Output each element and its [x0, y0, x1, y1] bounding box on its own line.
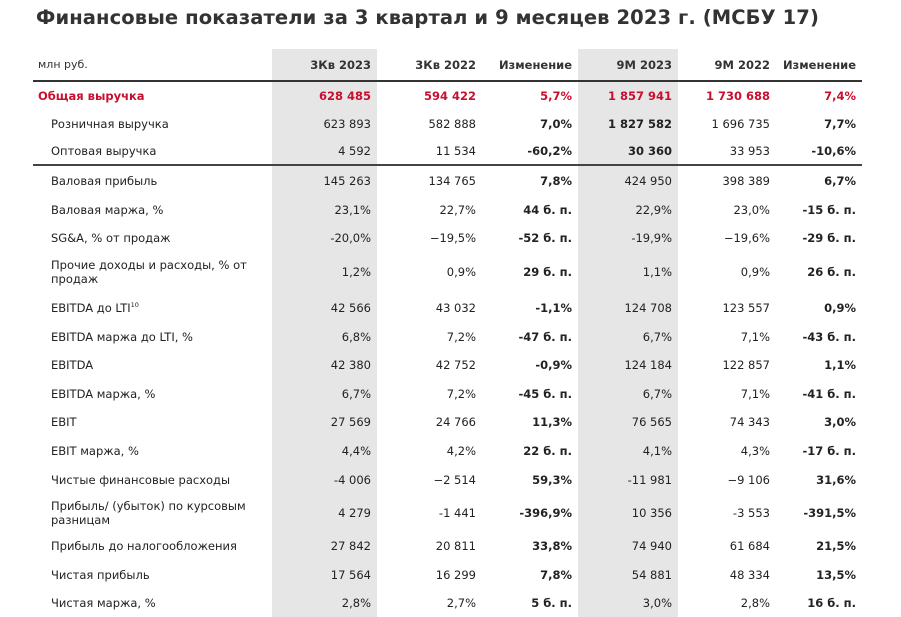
- change-m-cell: -43 б. п.: [802, 330, 856, 344]
- 9m-2022-cell: 7,1%: [740, 330, 770, 344]
- q3-2022-cell: 20 811: [435, 538, 476, 553]
- table-row: [33, 351, 862, 379]
- q3-2023-cell: 4 279: [272, 494, 377, 531]
- table-row: [33, 252, 862, 292]
- q3-2023-cell: 23,1%: [272, 196, 377, 223]
- row-label: Чистые финансовые расходы: [51, 472, 231, 487]
- change-q-cell: 7,0%: [540, 117, 572, 131]
- change-q-cell: 5 б. п.: [531, 596, 572, 610]
- change-m-cell: -391,5%: [803, 505, 856, 520]
- q3-2022-cell: 4,2%: [446, 443, 476, 458]
- change-m-cell: 6,7%: [824, 174, 856, 188]
- q3-2023-cell: -4 006: [272, 465, 377, 494]
- 9m-2023-cell: 4,1%: [578, 436, 678, 465]
- table-row: [33, 323, 862, 351]
- 9m-2023-cell: 124 184: [578, 351, 678, 379]
- table-row: [33, 531, 862, 560]
- change-q-cell: -396,9%: [519, 505, 572, 520]
- row-label: EBIT: [51, 415, 77, 429]
- table-row: [33, 223, 862, 252]
- 9m-2023-cell: 3,0%: [578, 589, 678, 617]
- q3-2022-cell: -1 441: [438, 505, 476, 520]
- 9m-2022-cell: 7,1%: [740, 386, 770, 401]
- row-label: Прибыль до налогообложения: [51, 538, 237, 553]
- q3-2023-cell: 145 263: [272, 165, 377, 196]
- change-m-cell: -29 б. п.: [802, 230, 856, 245]
- change-q-header: Изменение: [482, 49, 578, 81]
- change-q-cell: -52 б. п.: [518, 230, 572, 245]
- 9m-2022-cell: 33 953: [678, 138, 776, 165]
- table-row: [33, 560, 862, 589]
- row-label: Чистая прибыль: [51, 567, 150, 582]
- change-m-cell: 3,0%: [824, 415, 856, 429]
- row-label: EBITDA маржа, %: [51, 386, 156, 401]
- row-label: Чистая маржа, %: [51, 596, 156, 610]
- 9m-2022-cell: 122 857: [722, 358, 770, 372]
- change-q-cell: -60,2%: [482, 138, 578, 165]
- table-row: [33, 292, 862, 323]
- 9m-2023-cell: -19,9%: [578, 223, 678, 252]
- 9m-2023-cell: -11 981: [578, 465, 678, 494]
- q3-2023-cell: 17 564: [272, 560, 377, 589]
- change-m-cell: 7,4%: [776, 81, 862, 110]
- 9m-2023-cell: 74 940: [578, 531, 678, 560]
- q3-2023-cell: 42 380: [272, 351, 377, 379]
- 9m-2022-cell: −9 106: [727, 472, 770, 487]
- change-q-cell: 59,3%: [532, 472, 572, 487]
- 9m-2022-header: 9М 2022: [678, 49, 776, 81]
- q3-2022-cell: 22,7%: [439, 202, 476, 217]
- q3-2023-cell: 27 569: [272, 408, 377, 436]
- q3-2022-cell: 7,2%: [446, 386, 476, 401]
- q3-2023-cell: -20,0%: [272, 223, 377, 252]
- change-m-cell: -15 б. п.: [802, 202, 856, 217]
- change-m-cell: -41 б. п.: [802, 386, 856, 401]
- row-label: Общая выручка: [33, 81, 272, 110]
- q3-2022-cell: 582 888: [428, 117, 476, 131]
- row-label: Прибыль/ (убыток) по курсовым разницам: [51, 498, 246, 527]
- q3-2022-cell: 24 766: [435, 415, 476, 429]
- change-m-cell: -17 б. п.: [802, 443, 856, 458]
- row-label-text: EBITDA до LTI: [51, 300, 131, 315]
- row-label: Валовая маржа, %: [51, 202, 164, 217]
- 9m-2023-cell: 76 565: [578, 408, 678, 436]
- 9m-2022-cell: 48 334: [729, 567, 770, 582]
- table-row: [33, 165, 862, 196]
- 9m-2023-cell: 10 356: [578, 494, 678, 531]
- q3-2022-cell: 0,9%: [446, 265, 476, 279]
- change-m-cell: 16 б. п.: [807, 596, 856, 610]
- 9m-2022-cell: 1 730 688: [678, 81, 776, 110]
- row-label: Оптовая выручка: [33, 138, 272, 165]
- 9m-2023-cell: 6,7%: [578, 323, 678, 351]
- q3-2023-header: 3Кв 2023: [272, 49, 377, 81]
- change-q-cell: 5,7%: [482, 81, 578, 110]
- 9m-2022-cell: -3 553: [732, 505, 770, 520]
- footnote-mark: 10: [130, 300, 139, 309]
- change-q-cell: 22 б. п.: [523, 443, 572, 458]
- row-label: EBIT маржа, %: [51, 443, 139, 458]
- 9m-2022-cell: 398 389: [722, 174, 770, 188]
- change-m-cell: 13,5%: [816, 567, 856, 582]
- table-row: [33, 110, 862, 138]
- q3-2023-cell: 623 893: [272, 110, 377, 138]
- change-q-cell: 7,8%: [540, 567, 572, 582]
- change-q-cell: 33,8%: [532, 538, 572, 553]
- row-label: EBITDA: [51, 358, 94, 372]
- change-q-cell: -45 б. п.: [518, 386, 572, 401]
- 9m-2023-cell: 1 827 582: [578, 110, 678, 138]
- change-m-cell: 1,1%: [824, 358, 856, 372]
- change-q-cell: 29 б. п.: [523, 265, 572, 279]
- 9m-2022-cell: 1 696 735: [711, 117, 770, 131]
- 9m-2022-cell: 2,8%: [740, 596, 770, 610]
- table-header-row: [33, 49, 862, 81]
- change-m-cell: 7,7%: [824, 117, 856, 131]
- change-m-cell: 31,6%: [816, 472, 856, 487]
- q3-2023-cell: 1,2%: [272, 252, 377, 292]
- change-m-header: Изменение: [776, 49, 862, 81]
- page-title: Финансовые показатели за 3 квартал и 9 месяцев 2023 г. (МСБУ 17): [36, 6, 819, 29]
- 9m-2023-cell: 1 857 941: [578, 81, 678, 110]
- table-row: [33, 494, 862, 531]
- q3-2022-cell: 134 765: [428, 174, 476, 188]
- 9m-2022-cell: 74 343: [729, 415, 770, 429]
- q3-2022-cell: −2 514: [433, 472, 476, 487]
- change-m-cell: 21,5%: [816, 538, 856, 553]
- q3-2023-cell: 42 566: [272, 292, 377, 323]
- table-row: [33, 196, 862, 223]
- q3-2022-cell: 43 032: [435, 300, 476, 315]
- 9m-2023-cell: 54 881: [578, 560, 678, 589]
- table-row: [33, 81, 862, 110]
- q3-2023-cell: 628 485: [272, 81, 377, 110]
- 9m-2023-cell: 6,7%: [578, 379, 678, 408]
- q3-2022-cell: 2,7%: [446, 596, 476, 610]
- change-m-cell: -10,6%: [776, 138, 862, 165]
- change-q-cell: 7,8%: [540, 174, 572, 188]
- table-row: [33, 379, 862, 408]
- table-row: [33, 138, 862, 165]
- change-q-cell: -1,1%: [535, 300, 572, 315]
- q3-2022-cell: 16 299: [435, 567, 476, 582]
- q3-2023-cell: 2,8%: [272, 589, 377, 617]
- 9m-2023-header: 9М 2023: [578, 49, 678, 81]
- 9m-2023-cell: 1,1%: [578, 252, 678, 292]
- 9m-2023-cell: 124 708: [578, 292, 678, 323]
- q3-2023-cell: 4 592: [272, 138, 377, 165]
- row-label: Розничная выручка: [51, 117, 169, 131]
- change-q-cell: -0,9%: [535, 358, 572, 372]
- change-q-cell: 11,3%: [532, 415, 572, 429]
- row-label: SG&A, % от продаж: [51, 230, 171, 245]
- q3-2022-header: 3Кв 2022: [377, 49, 482, 81]
- 9m-2022-cell: 123 557: [722, 300, 770, 315]
- financial-table: [33, 49, 862, 617]
- table-row: [33, 589, 862, 617]
- table-row: [33, 465, 862, 494]
- 9m-2023-cell: 424 950: [578, 165, 678, 196]
- 9m-2022-cell: 61 684: [729, 538, 770, 553]
- q3-2023-cell: 4,4%: [272, 436, 377, 465]
- table-row: [33, 408, 862, 436]
- 9m-2022-cell: 0,9%: [740, 265, 770, 279]
- table-row: [33, 436, 862, 465]
- 9m-2023-cell: 22,9%: [578, 196, 678, 223]
- change-q-cell: 44 б. п.: [523, 202, 572, 217]
- 9m-2022-cell: 23,0%: [733, 202, 770, 217]
- change-q-cell: -47 б. п.: [518, 330, 572, 344]
- row-label: Прочие доходы и расходы, % от продаж: [51, 258, 247, 286]
- q3-2023-cell: 6,7%: [272, 379, 377, 408]
- q3-2022-cell: 7,2%: [446, 330, 476, 344]
- q3-2023-cell: 6,8%: [272, 323, 377, 351]
- row-label: Валовая прибыль: [51, 174, 158, 188]
- 9m-2022-cell: 4,3%: [740, 443, 770, 458]
- q3-2022-cell: 11 534: [377, 138, 482, 165]
- q3-2022-cell: 594 422: [377, 81, 482, 110]
- change-m-cell: 26 б. п.: [807, 265, 856, 279]
- 9m-2023-cell: 30 360: [578, 138, 678, 165]
- 9m-2022-cell: −19,6%: [723, 230, 770, 245]
- change-m-cell: 0,9%: [824, 300, 856, 315]
- q3-2023-cell: 27 842: [272, 531, 377, 560]
- q3-2022-cell: −19,5%: [429, 230, 476, 245]
- row-label: EBITDA маржа до LTI, %: [51, 330, 193, 344]
- q3-2022-cell: 42 752: [435, 358, 476, 372]
- unit-header: млн руб.: [33, 49, 272, 81]
- row-label: [33, 292, 272, 323]
